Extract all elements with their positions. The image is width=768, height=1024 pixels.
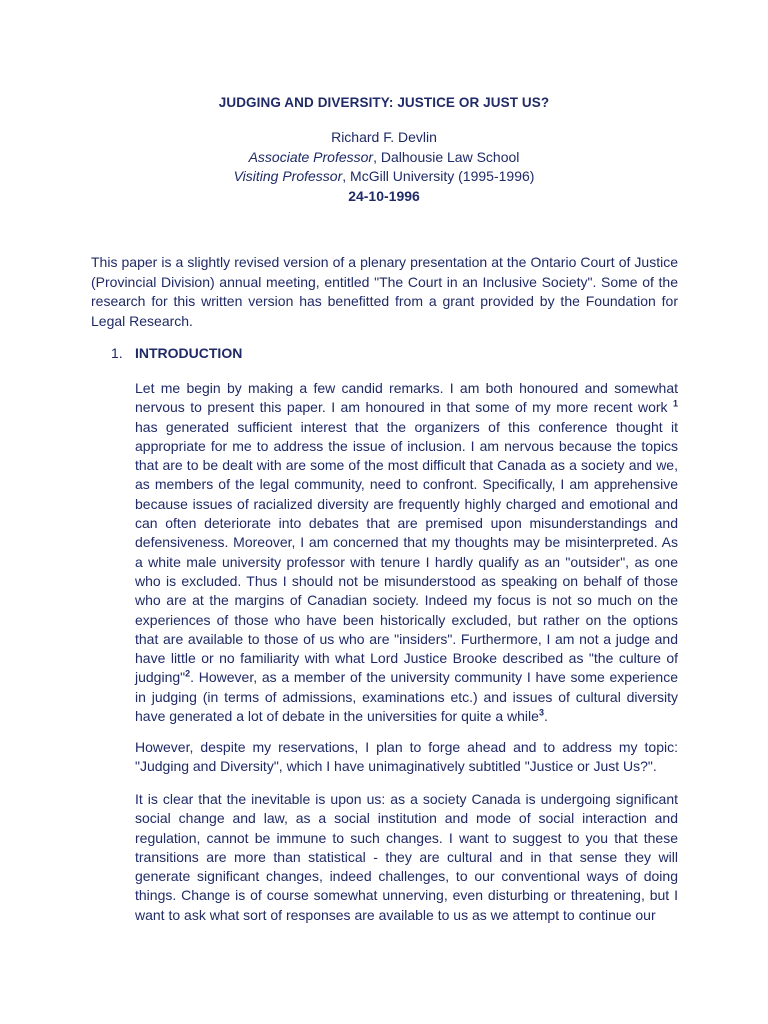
footnote-ref-2[interactable]: 2 [185,668,191,679]
affiliation-1-institution: , Dalhousie Law School [373,148,520,165]
author-name: Richard F. Devlin [331,129,437,145]
affiliation-1-role: Associate Professor [248,148,374,165]
document-title: JUDGING AND DIVERSITY: JUSTICE OR JUST US? [218,95,550,110]
affiliation-2-institution: , McGill University (1995-1996) [342,168,535,184]
body-paragraph-3: It is clear that the inevitable is upon us: as a society Canada is undergoing significant social change and law, as a social institution and mode of social interaction and regulation, cannot be immune to such changes. I want to suggest to you that these transitions are more than statistical - they are cultural and in that sense they will generate significant changes, indeed challenges, to our conventional ways of doing things. Change is of course somewhat unnerving, even disturbing or threatening, but I want to ask what sort of responses are available to us as we attempt to continue our [135,791,678,923]
affiliation-1 [0,148,768,168]
para1-text-c: . However, as a member of the university community I have some experience in judging (in terms of admissions, examinations etc.) and issues of cultural diversity have generated a lot of debate in the universities for quite a while [135,669,678,725]
section-title: INTRODUCTION [135,345,243,361]
author-block [0,128,768,206]
section-number: 1. [111,345,123,361]
affiliation-2-role: Visiting Professor [233,168,343,184]
footnote-ref-3[interactable]: 3 [538,707,544,718]
para1-text-a: Let me begin by making a few candid remarks. I am both honoured and somewhat nervous to present this paper. I am honoured in that some of my more recent work [135,380,678,416]
footnote-ref-1[interactable]: 1 [672,398,678,409]
section-heading [111,345,242,361]
preface-paragraph: This paper is a slightly revised version of a plenary presentation at the Ontario Court of Justice (Provincial Division) annual meeting, entitled "The Court in an Inclusive Society". Some of the research for this written version has benefitted from a grant provided by the Foundation for Legal Research. [91,254,678,329]
para1-text-b: has generated sufficient interest that the organizers of this conference thought it appropriate for me to address the issue of inclusion. I am nervous because the topics that are to be dealt with are some of the most difficult that Canada as a society and we, as members of the legal community, need to confront. Specifically, I am apprehensive because issues of racialized diversity are frequently highly charged and emotional and can often deteriorate into debates that are premised upon misunderstandings and defensiveness. Moreover, I am concerned that my thoughts may be misinterpreted. As a white male university professor with tenure I hardly qualify as an "outsider", as one who is excluded. Thus I should not be misunderstood as speaking on behalf of those who are at the margins of Canadian society. Indeed my focus is not so much on the experiences of those who have been historically excluded, but rather on the options that are available to those of us who are "insiders". Furthermore, I am not a judge and have little or no familiarity with what Lord Justice Brooke described as "the culture of judging" [135,418,678,686]
document-date: 24-10-1996 [348,187,420,204]
affiliation-2 [0,167,768,187]
para1-text-d: . [543,708,548,725]
body-paragraph-2: However, despite my reservations, I plan to forge ahead and to address my topic: "Judging and Diversity", which I have unimaginatively subtitled "Justice or Just Us?". [135,739,678,775]
body-paragraph-1 [135,379,678,726]
